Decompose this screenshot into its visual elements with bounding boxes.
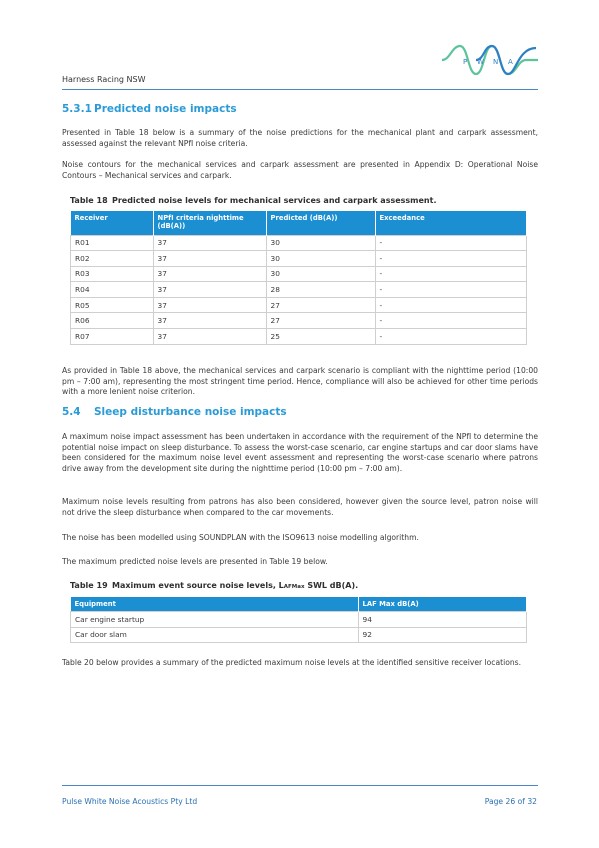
pwna-logo [440,40,540,84]
table-row [71,235,527,251]
section-number: 5.4 [62,406,81,418]
section-title: Predicted noise impacts [94,103,237,115]
svg-text:P: P [463,58,468,66]
table-cell: R05 [71,297,154,313]
column-header: Equipment [71,597,359,612]
noise-levels-table [70,211,527,345]
paragraph: Noise contours for the mechanical services and carpark assessment are presented in Appendix D: Operational Noise Contours – Mechanical services and carpark. [62,160,538,180]
table-cell: - [375,329,527,345]
svg-text:A: A [508,58,513,66]
table-cell: 30 [266,251,375,267]
table-row [71,282,527,298]
table-cell: - [375,313,527,329]
table-cell: 37 [153,251,266,267]
paragraph: Maximum noise levels resulting from patrons has also been considered, however given the source level, patron noise will not drive the sleep disturbance when compared to the car movements. [62,497,538,517]
table-number: Table 19 [70,581,108,590]
table-row [71,297,527,313]
paragraph: The maximum predicted noise levels are presented in Table 19 below. [62,557,328,566]
table-cell: R02 [71,251,154,267]
table-caption [70,581,358,590]
table-cell: 94 [358,612,527,628]
table-row [71,251,527,267]
table-cell: - [375,251,527,267]
table-cell: 37 [153,329,266,345]
table-cell: R01 [71,235,154,251]
table-cell: - [375,266,527,282]
paragraph: Table 20 below provides a summary of the predicted maximum noise levels at the identified sensitive receiver locations. [62,658,522,667]
paragraph: As provided in Table 18 above, the mechanical services and carpark scenario is compliant with the nighttime period (10:00 pm – 7:00 am), representing the most stringent time period. Hence, compliance will also be achieved for other time periods with a more lenient noise criterion. [62,366,538,397]
table-cell: Car door slam [71,627,359,643]
table-cell: R06 [71,313,154,329]
table-row [71,329,527,345]
page-number: Page 26 of 32 [484,797,537,806]
table-cell: - [375,235,527,251]
table-cell: 92 [358,627,527,643]
table-cell: R04 [71,282,154,298]
table-cell: 25 [266,329,375,345]
table-cell: 37 [153,297,266,313]
table-caption [70,196,436,205]
table-cell: Car engine startup [71,612,359,628]
table-row [71,627,527,643]
table-caption-text-end: SWL dB(A). [304,581,359,590]
header-divider [62,89,538,90]
paragraph: The noise has been modelled using SOUNDPLAN with the ISO9613 noise modelling algorithm. [62,533,419,542]
paragraph: Presented in Table 18 below is a summary of the noise predictions for the mechanical plant and carpark assessment, assessed against the relevant NPfI noise criteria. [62,128,538,148]
table-cell: 37 [153,313,266,329]
section-number: 5.3.1 [62,103,92,115]
table-cell: 37 [153,235,266,251]
svg-text:W: W [477,58,484,66]
table-caption-text: Predicted noise levels for mechanical services and carpark assessment. [112,196,437,205]
section-title: Sleep disturbance noise impacts [94,406,287,418]
column-header: Receiver [71,211,154,235]
table-cell: R03 [71,266,154,282]
table-cell: 30 [266,235,375,251]
table-row [71,612,527,628]
table-cell: 28 [266,282,375,298]
table-cell: - [375,282,527,298]
column-header: LAF Max dB(A) [358,597,527,612]
column-header: Exceedance [375,211,527,235]
table-row [71,266,527,282]
table-row [71,313,527,329]
svg-text:N: N [493,58,499,66]
table-cell: 27 [266,313,375,329]
client-name: Harness Racing NSW [62,75,146,84]
table-number: Table 18 [70,196,108,205]
column-header: NPfI criteria nighttime (dB(A)) [153,211,266,235]
column-header: Predicted (dB(A)) [266,211,375,235]
table-cell: 30 [266,266,375,282]
section-heading-5-4 [62,406,287,418]
source-levels-table [70,597,527,643]
footer-company: Pulse White Noise Acoustics Pty Ltd [62,797,198,806]
table-cell: 37 [153,282,266,298]
table-caption-text: Maximum event source noise levels, L [112,581,284,590]
table-cell: 37 [153,266,266,282]
paragraph: A maximum noise impact assessment has been undertaken in accordance with the requirement of the NPfI to determine the potential noise impact on sleep disturbance. To assess the worst-case scenario, car engine startups and car door slams have been considered for the maximum noise level event assessment and representing the worst-case scenario where patrons drive away from the development site during the nighttime period (10:00 pm – 7:00 am). [62,432,538,473]
table-cell: 27 [266,297,375,313]
section-heading-5-3-1 [62,103,237,115]
table-cell: R07 [71,329,154,345]
table-caption-subscript: AFMax [283,584,305,590]
table-cell: - [375,297,527,313]
footer-divider [62,785,538,786]
